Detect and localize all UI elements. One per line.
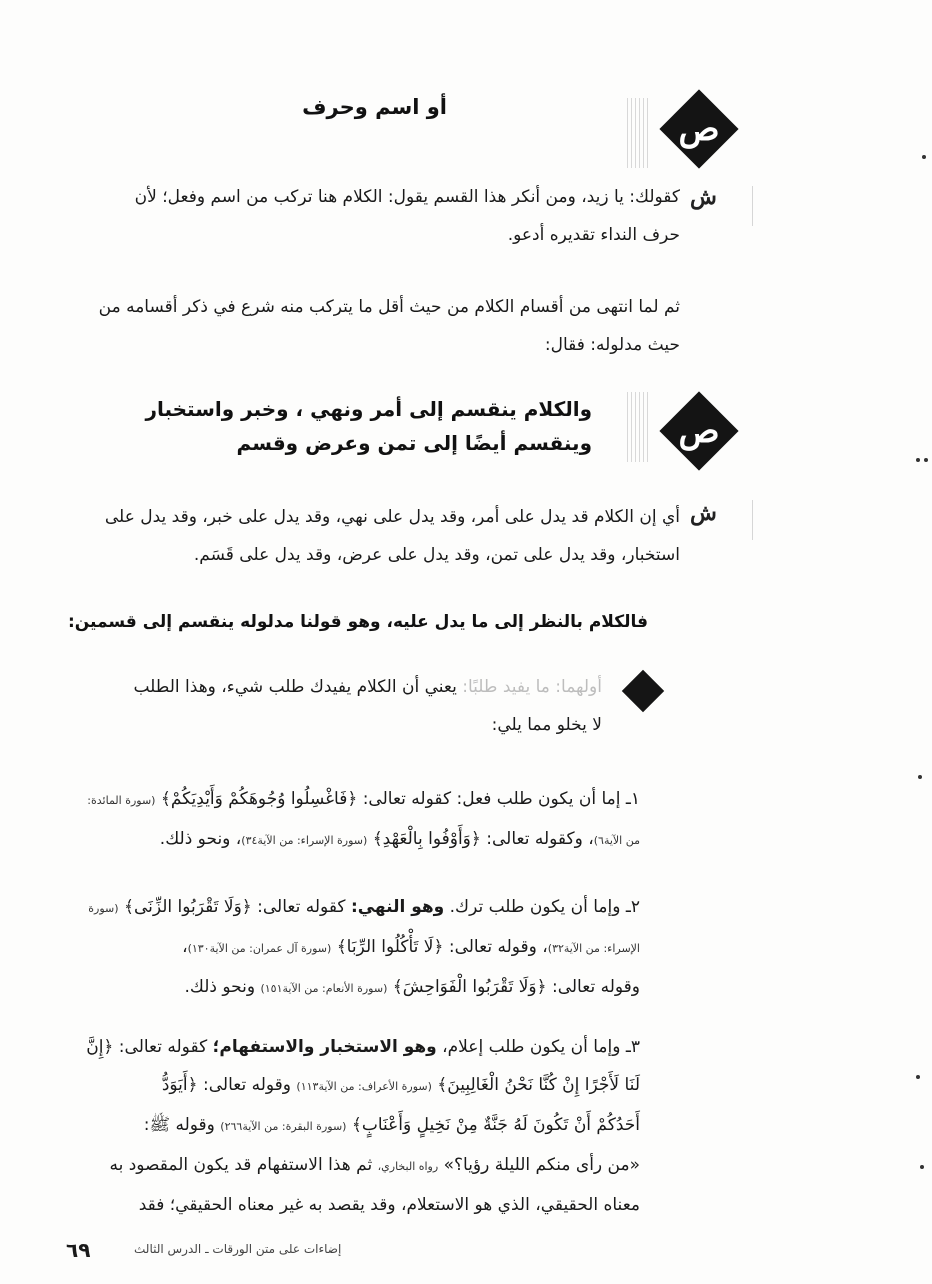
diamond-bullet-icon bbox=[622, 670, 664, 712]
matn-text-2: والكلام ينقسم إلى أمر ونهي ، وخبر واستخبار وينقسم أيضًا إلى تمن وعرض وقسم bbox=[145, 397, 592, 455]
sharh-badge-icon: ش bbox=[690, 500, 717, 526]
badge-decoration bbox=[627, 98, 649, 168]
scan-mark bbox=[916, 458, 920, 462]
scan-mark bbox=[922, 155, 926, 159]
first-part-paragraph: أولهما: ما يفيد طلبًا: يعني أن الكلام يفيدك طلب شيء، وهذا الطلب لا يخلو مما يلي: bbox=[133, 677, 602, 735]
sharh-paragraph-1: كقولك: يا زيد، ومن أنكر هذا القسم يقول: الكلام هنا تركب من اسم وفعل؛ لأن حرف النداء تقديره أدعو. bbox=[134, 187, 680, 245]
scan-mark bbox=[918, 775, 922, 779]
list-item-3: ٣ـ وإما أن يكون طلب إعلام، وهو الاستخبار والاستفهام؛ كقوله تعالى: ﴿إِنَّ لَنَا لَأَجْرًا إِنْ كُنَّا نَحْنُ الْغَالِبِينَ﴾ (سورة الأعراف: من الآية١١٣) وقوله تعالى: ﴿أَيَوَدُّ أَحَدُكُمْ أَنْ تَكُونَ لَهُ جَنَّةٌ مِنْ نَخِيلٍ وَأَعْنَابٍ﴾ (سورة البقرة: من الآية٢٦٦) وقوله ﷺ: «من رأى منكم الليلة رؤيا؟» رواه البخاري، ثم هذا الاستفهام قد يكون المقصود به معناه الحقيقي، الذي هو الاستعلام، وقد يقصد به غير معناه الحقيقي؛ فقد bbox=[86, 1037, 640, 1215]
sharh-badge-icon: ش bbox=[690, 184, 717, 210]
matn-badge-icon: ص bbox=[660, 392, 738, 470]
list-item-2: ٢ـ وإما أن يكون طلب ترك. وهو النهي: كقوله تعالى: ﴿وَلَا تَقْرَبُوا الزِّنَى﴾ (سورة الإسراء: من الآية٣٢)، وقوله تعالى: ﴿لَا تَأْكُلُوا الرِّبَا﴾ (سورة آل عمران: من الآية١٣٠)، وقوله تعالى: ﴿وَلَا تَقْرَبُوا الْفَوَاحِشَ﴾ (سورة الأنعام: من الآية١٥١) ونحو ذلك. bbox=[88, 897, 640, 997]
sharh-paragraph-2: أي إن الكلام قد يدل على أمر، وقد يدل على نهي، وقد يدل على خبر، وقد يدل على استخبار، وقد يدل على تمن، وقد يدل على عرض، وقد يدل على قَسَم. bbox=[104, 507, 680, 565]
badge-decoration bbox=[627, 392, 649, 462]
list-item-1: ١ـ إما أن يكون طلب فعل: كقوله تعالى: ﴿فَاغْسِلُوا وُجُوهَكُمْ وَأَيْدِيَكُمْ﴾ (سورة المائدة: من الآية٦)، وكقوله تعالى: ﴿وَأَوْفُوا بِالْعَهْدِ﴾ (سورة الإسراء: من الآية٣٤)، ونحو ذلك. bbox=[87, 789, 640, 849]
matn-text-1: أو اسم وحرف bbox=[302, 95, 447, 119]
section-heading: فالكلام بالنظر إلى ما يدل عليه، وهو قولنا مدلوله ينقسم إلى قسمين: bbox=[67, 612, 648, 632]
scan-mark bbox=[920, 1165, 924, 1169]
scan-mark bbox=[924, 458, 928, 462]
transition-paragraph: ثم لما انتهى من أقسام الكلام من حيث أقل ما يتركب منه شرع في ذكر أقسامه من حيث مدلوله: فقال: bbox=[98, 297, 680, 355]
scan-mark bbox=[916, 1075, 920, 1079]
running-title: إضاءات على متن الورقات ـ الدرس الثالث bbox=[134, 1242, 342, 1256]
matn-badge-icon: ص bbox=[660, 90, 738, 168]
page-number: ٦٩ bbox=[66, 1238, 91, 1262]
faded-label: أولهما: ما يفيد طلبًا: bbox=[462, 677, 602, 697]
